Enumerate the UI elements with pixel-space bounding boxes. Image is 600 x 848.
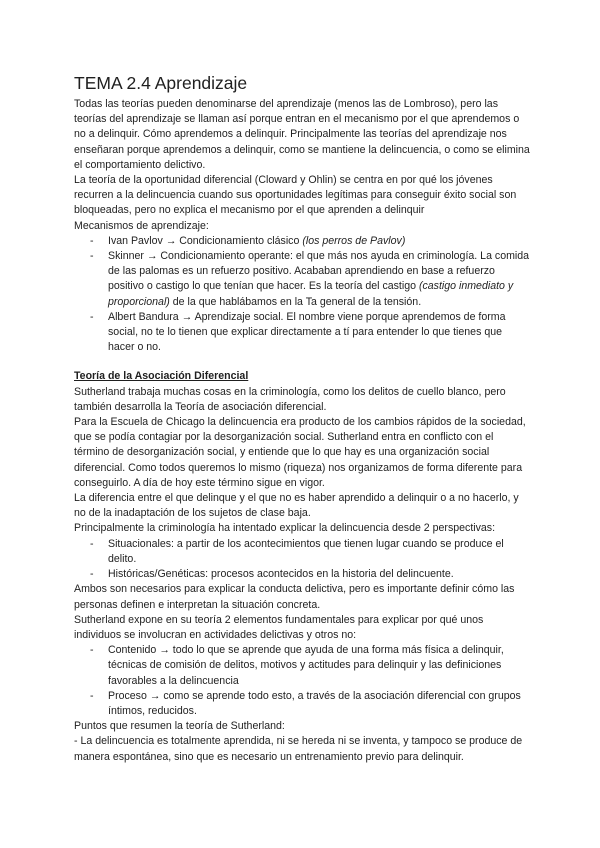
mechanisms-heading: Mecanismos de aprendizaje: (74, 219, 209, 232)
skinner-note: (castigo inmediato y proporcional) (108, 280, 514, 308)
list-item: - Históricas/Genéticas: procesos acontecidos en la historia del delincuente. (74, 567, 530, 582)
list-item: - Situacionales: a partir de los acontecimientos que tienen lugar cuando se produce el delito. (74, 537, 530, 567)
sutherland-paragraph: Sutherland trabaja muchas cosas en la criminología, como los delitos de cuello blanco, pero también desarrolla la Teoría de asociación diferencial. (74, 385, 506, 413)
section-heading: Teoría de la Asociación Diferencial (74, 370, 249, 383)
pavlov-note: (los perros de Pavlov) (302, 234, 406, 247)
perspectives-list (74, 537, 530, 583)
list-item: - Proceso → como se aprende todo esto, a través de la asociación diferencial con grupos íntimos, reducidos. (74, 689, 530, 719)
list-item (74, 249, 530, 310)
list-item (74, 310, 530, 356)
elements-list (74, 643, 530, 719)
bandura-text: Albert Bandura → Aprendizaje social. El nombre viene porque aprendemos de forma social, no te lo tienen que explicar directamente a tí para entender lo que tienes que hacer o no. (108, 310, 506, 354)
perspectives-heading: Principalmente la criminología ha intentado explicar la delincuencia desde 2 perspectivas: (74, 522, 496, 535)
difference-paragraph: La diferencia entre el que delinque y el que no es haber aprendido a delinquir o a no hacerlo, y no de la inadaptación de los sujetos de clase baja. (74, 492, 519, 520)
skinner-text: Skinner → Condicionamiento operante: el que más nos ayuda en criminología. La comida de las palomas es un refuerzo positivo. Acababan aprendiendo en base a refuerzo positivo o castigo lo que tenían que hacer. Es la teoría del castigo (108, 250, 530, 293)
summary-heading: Puntos que resumen la teoría de Sutherland: (74, 720, 285, 733)
skinner-text-end: de la que hablábamos en la Ta general de la tensión. (169, 295, 422, 308)
mechanisms-list (74, 234, 530, 356)
intro-paragraph: Todas las teorías pueden denominarse del aprendizaje (menos las de Lombroso), pero las teorías del aprendizaje se llaman así porque entran en el mecanismo por el que aprendemos o no a delinquir. Cómo aprendemos a delinquir. Principalmente las teorías del aprendizaje nos enseñaran porque aprendemos a delinquir, como se mantiene la delincuencia, o como se elimina el comportamiento delictivo. (74, 98, 530, 171)
page-title: TEMA 2.4 Aprendizaje (74, 73, 248, 93)
chicago-paragraph: Para la Escuela de Chicago la delincuencia era producto de los cambios rápidos de la sociedad, que se podía contagiar por la desorganización social. Sutherland entra en conflicto con el término de desorganización social, y entiende que lo que hay es una organización social diferencial. Como todos queremos lo mismo (riqueza) nos organizamos de forma diferente para conseguirlo. A día de hoy este término sigue en vigor. (74, 416, 526, 489)
opportunity-paragraph: La teoría de la oportunidad diferencial (Cloward y Ohlin) se centra en por qué los jóvenes recurren a la delincuencia cuando sus oportunidades legítimas para conseguir éxito social son bloqueadas, pero no explica el mecanismo por el que aprenden a delinquir (74, 174, 517, 217)
list-item: - Contenido → todo lo que se aprende que ayuda de una forma más física a delinquir, técnicas de comisión de delitos, motivos y actitudes para delinquir y las definiciones favorables a la delincuencia (74, 643, 530, 689)
elements-heading: Sutherland expone en su teoría 2 elementos fundamentales para explicar por qué unos individuos se involucran en actividades delictivas y otros no: (74, 613, 484, 641)
pavlov-text: Ivan Pavlov → Condicionamiento clásico (108, 234, 303, 247)
document-body (74, 97, 530, 765)
summary-point: - La delincuencia es totalmente aprendida, ni se hereda ni se inventa, y tampoco se produce de manera espontánea, sino que es necesario un entrenamiento previo para delinquir. (74, 735, 523, 763)
list-item (74, 234, 530, 249)
both-paragraph: Ambos son necesarios para explicar la conducta delictiva, pero es importante definir cómo las personas definen e interpretan la situación concreta. (74, 583, 515, 611)
